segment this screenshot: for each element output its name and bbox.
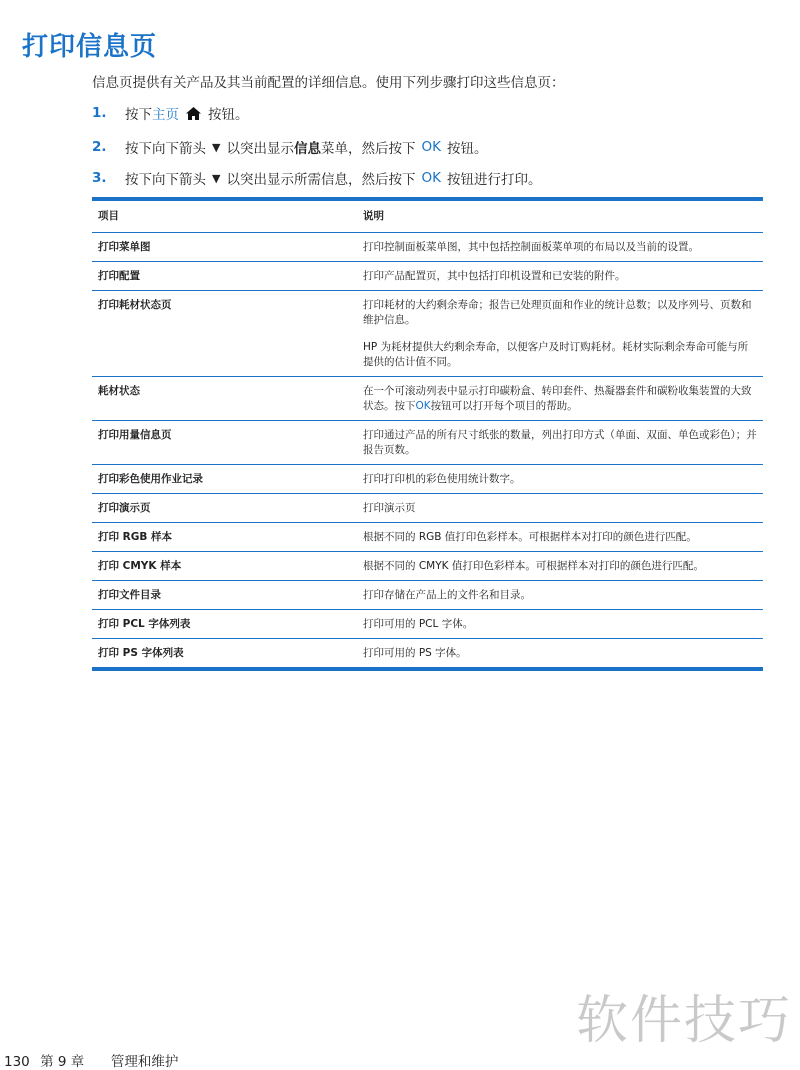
step-menu-name: 信息 (293, 141, 321, 157)
desc-text: HP 为耗材提供大约剩余寿命，以便客户及时订购耗材。耗材实际剩余寿命可能与所提供的估计值不同。 (363, 341, 749, 368)
desc-text: 打印通过产品的所有尺寸纸张的数量，列出打印方式（单面、双面、单色或彩色）；并报告页数。 (363, 429, 757, 456)
row-item: 打印菜单图 (92, 233, 357, 262)
down-arrow-icon: ▼ (212, 171, 221, 185)
step-text: 按下向下箭头 (125, 141, 206, 157)
row-item: 打印 RGB 样本 (92, 523, 357, 552)
row-description (357, 291, 763, 377)
desc-text: 打印可用的 PCL 字体。 (363, 618, 474, 630)
table-row (92, 421, 763, 465)
page-number: 130 (4, 1054, 30, 1070)
header-description: 说明 (357, 199, 763, 233)
row-description (357, 610, 763, 639)
row-description (357, 233, 763, 262)
row-item: 打印文件目录 (92, 581, 357, 610)
step-number: 2. (92, 139, 107, 155)
home-icon (185, 106, 202, 121)
ok-button-label: OK (415, 400, 431, 412)
watermark: 软件技巧 (575, 991, 792, 1051)
step-text-post: 按钮。 (208, 107, 249, 123)
desc-text: 打印产品配置页，其中包括打印机设置和已安装的附件。 (363, 270, 626, 282)
intro-text: 信息页提供有关产品及其当前配置的详细信息。使用下列步骤打印这些信息页： (92, 75, 565, 91)
step-text-post: 按钮。 (446, 141, 488, 157)
row-description (357, 465, 763, 494)
step-2 (92, 137, 487, 157)
step-1 (92, 103, 249, 123)
step-text-mid: 以突出显示 (226, 141, 294, 157)
page-footer (4, 1050, 178, 1070)
step-text: 按下向下箭头 (125, 172, 206, 188)
row-item: 打印 PS 字体列表 (98, 647, 184, 659)
row-item: 耗材状态 (92, 377, 357, 421)
ok-button-label: OK (421, 170, 441, 186)
step-number: 1. (92, 105, 107, 121)
row-item: 打印配置 (92, 262, 357, 291)
ok-button-label: OK (421, 139, 441, 155)
step-3 (92, 168, 541, 188)
row-description (357, 494, 763, 523)
desc-text: 打印可用的 PS 字体。 (363, 647, 467, 659)
row-description (357, 581, 763, 610)
row-description (357, 421, 763, 465)
table-header-row (92, 199, 763, 233)
home-link[interactable]: 主页 (152, 107, 179, 123)
table-row (92, 552, 763, 581)
header-item: 项目 (92, 199, 357, 233)
table-row (92, 377, 763, 421)
table-row (92, 291, 763, 377)
table-row (92, 494, 763, 523)
desc-text: 打印耗材的大约剩余寿命；报告已处理页面和作业的统计总数；以及序列号、页数和维护信息。 (363, 299, 752, 326)
page-title: 打印信息页 (22, 32, 158, 62)
step-text-post: 按钮进行打印。 (446, 172, 542, 188)
desc-text: 根据不同的 RGB 值打印色彩样本。可根据样本对打印的颜色进行匹配。 (363, 531, 697, 543)
table-row (92, 639, 763, 670)
desc-text: 打印存储在产品上的文件名和目录。 (363, 589, 531, 601)
step-text: 按下 (125, 107, 152, 123)
table-row (92, 233, 763, 262)
info-pages-table (92, 197, 763, 671)
row-description (357, 262, 763, 291)
desc-text: 打印控制面板菜单图，其中包括控制面板菜单项的布局以及当前的设置。 (363, 241, 699, 253)
row-item: 打印用量信息页 (92, 421, 357, 465)
row-description (357, 377, 763, 421)
row-item: 打印耗材状态页 (92, 291, 357, 377)
row-description (357, 639, 763, 670)
desc-text (363, 384, 757, 414)
row-item: 打印演示页 (92, 494, 357, 523)
desc-text-post: 按钮可以打开每个项目的帮助。 (430, 400, 578, 412)
row-description (357, 523, 763, 552)
step-text-mid: 菜单，然后按下 (320, 141, 416, 157)
table-row (92, 581, 763, 610)
table-row (92, 610, 763, 639)
row-item: 打印 CMYK 样本 (92, 552, 357, 581)
table-row (92, 523, 763, 552)
desc-text: 打印演示页 (363, 502, 416, 514)
step-text-mid: 以突出显示所需信息，然后按下 (226, 172, 416, 188)
table-row (92, 262, 763, 291)
desc-text: 打印打印机的彩色使用统计数字。 (363, 473, 521, 485)
section-title: 管理和维护 (110, 1054, 179, 1070)
chapter-label: 第 9 章 (40, 1054, 85, 1070)
desc-text-pre: 在一个可滚动列表中显示打印碳粉盒、转印套件、热凝器套件和碳粉收集装置的大致状态。按下 (363, 385, 752, 412)
table-row (92, 465, 763, 494)
desc-text: 根据不同的 CMYK 值打印色彩样本。可根据样本对打印的颜色进行匹配。 (363, 560, 704, 572)
step-number: 3. (92, 170, 107, 186)
down-arrow-icon: ▼ (212, 140, 221, 154)
row-item: 打印彩色使用作业记录 (92, 465, 357, 494)
row-item: 打印 PCL 字体列表 (92, 610, 357, 639)
row-description (357, 552, 763, 581)
